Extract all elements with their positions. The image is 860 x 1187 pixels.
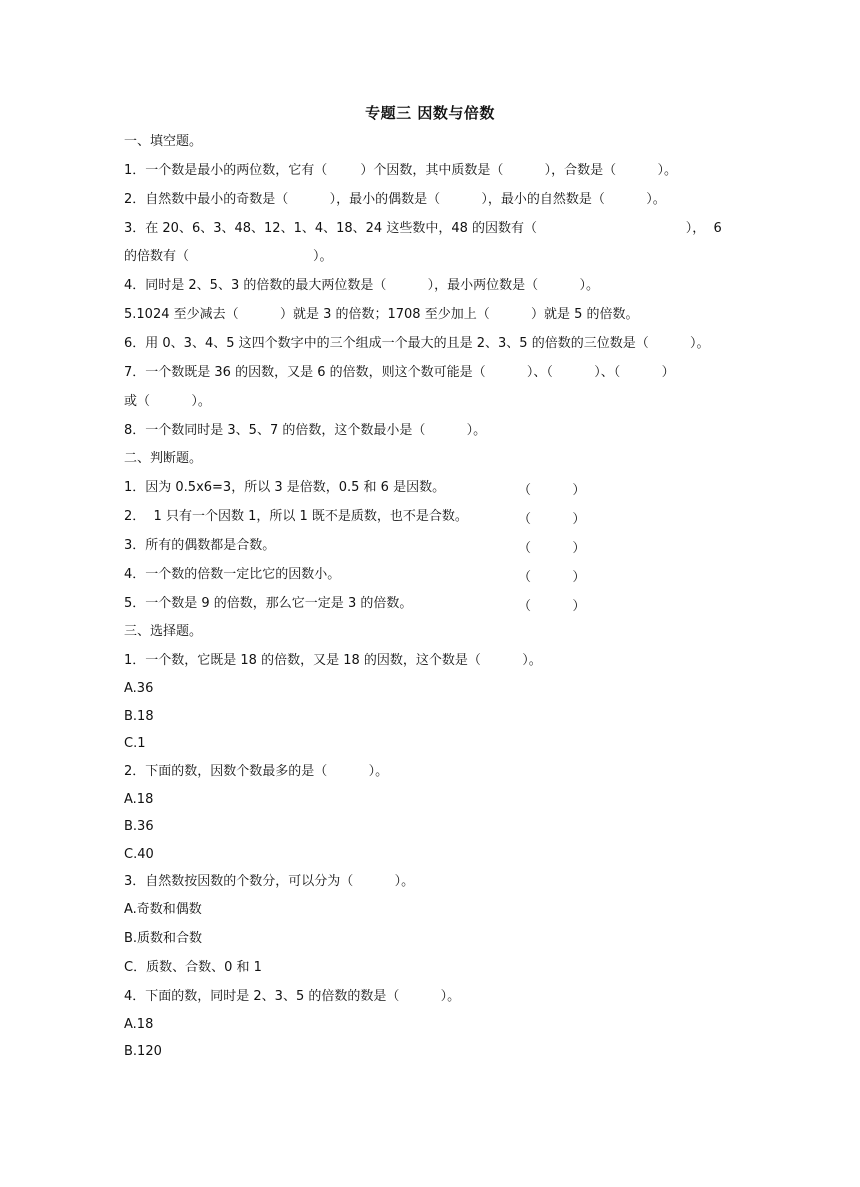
- true-false-answer-3: （ ）: [518, 541, 586, 556]
- fill-blank-q1: 1．一个数是最小的两位数，它有（ ）个因数，其中质数是（ ），合数是（ ）。: [124, 163, 677, 178]
- choice-q2-option-b: B.36: [124, 819, 154, 834]
- choice-q1-option-c: C.1: [124, 736, 146, 751]
- fill-blank-q5: 5.1024 至少减去（ ）就是 3 的倍数；1708 至少加上（ ）就是 5 的倍数。: [124, 307, 639, 322]
- section-heading-multiple-choice: 三、选择题。: [124, 624, 203, 639]
- fill-blank-q3-line1: 3．在 20、6、3、48、12、1、4、18、24 这些数中，48 的因数有（ ）， 6: [124, 221, 722, 236]
- fill-blank-q6: 6．用 0、3、4、5 这四个数字中的三个组成一个最大的且是 2、3、5 的倍数的三位数是（ ）。: [124, 336, 710, 351]
- fill-blank-q8: 8．一个数同时是 3、5、7 的倍数，这个数最小是（ ）。: [124, 423, 487, 438]
- choice-q2: 2．下面的数，因数个数最多的是（ ）。: [124, 764, 389, 779]
- choice-q3-option-a: A.奇数和偶数: [124, 902, 202, 917]
- true-false-item-4: 4．一个数的倍数一定比它的因数小。: [124, 567, 341, 582]
- choice-q4: 4．下面的数，同时是 2、3、5 的倍数的数是（ ）。: [124, 989, 461, 1004]
- choice-q4-option-b: B.120: [124, 1044, 162, 1059]
- choice-q3-option-b: B.质数和合数: [124, 931, 203, 946]
- section-heading-fill-blank: 一、填空题。: [124, 134, 203, 149]
- choice-q4-option-a: A.18: [124, 1017, 154, 1032]
- page-title: 专题三 因数与倍数: [365, 104, 495, 122]
- choice-q1: 1．一个数，它既是 18 的倍数，又是 18 的因数，这个数是（ ）。: [124, 653, 542, 668]
- true-false-item-5: 5．一个数是 9 的倍数，那么它一定是 3 的倍数。: [124, 596, 413, 611]
- choice-q1-option-b: B.18: [124, 709, 154, 724]
- true-false-answer-2: （ ）: [518, 512, 586, 527]
- true-false-item-2: 2． 1 只有一个因数 1，所以 1 既不是质数，也不是合数。: [124, 509, 468, 524]
- fill-blank-q7-line2: 或（ ）。: [124, 394, 211, 409]
- choice-q3-option-c: C．质数、合数、0 和 1: [124, 960, 262, 975]
- true-false-answer-5: （ ）: [518, 599, 586, 614]
- section-heading-true-false: 二、判断题。: [124, 451, 203, 466]
- fill-blank-q4: 4．同时是 2、5、3 的倍数的最大两位数是（ ），最小两位数是（ ）。: [124, 278, 599, 293]
- choice-q3: 3．自然数按因数的个数分，可以分为（ ）。: [124, 874, 415, 889]
- true-false-item-3: 3．所有的偶数都是合数。: [124, 538, 276, 553]
- choice-q2-option-a: A.18: [124, 792, 154, 807]
- true-false-item-1: 1．因为 0.5x6=3，所以 3 是倍数，0.5 和 6 是因数。: [124, 480, 446, 495]
- choice-q1-option-a: A.36: [124, 681, 154, 696]
- choice-q2-option-c: C.40: [124, 847, 154, 862]
- true-false-answer-4: （ ）: [518, 570, 586, 585]
- fill-blank-q3-line2: 的倍数有（ ）。: [124, 249, 333, 264]
- true-false-answer-1: （ ）: [518, 483, 586, 498]
- fill-blank-q7-line1: 7．一个数既是 36 的因数，又是 6 的倍数，则这个数可能是（ ）、（ ）、（ ）: [124, 365, 675, 380]
- fill-blank-q2: 2．自然数中最小的奇数是（ ），最小的偶数是（ ），最小的自然数是（ ）。: [124, 192, 666, 207]
